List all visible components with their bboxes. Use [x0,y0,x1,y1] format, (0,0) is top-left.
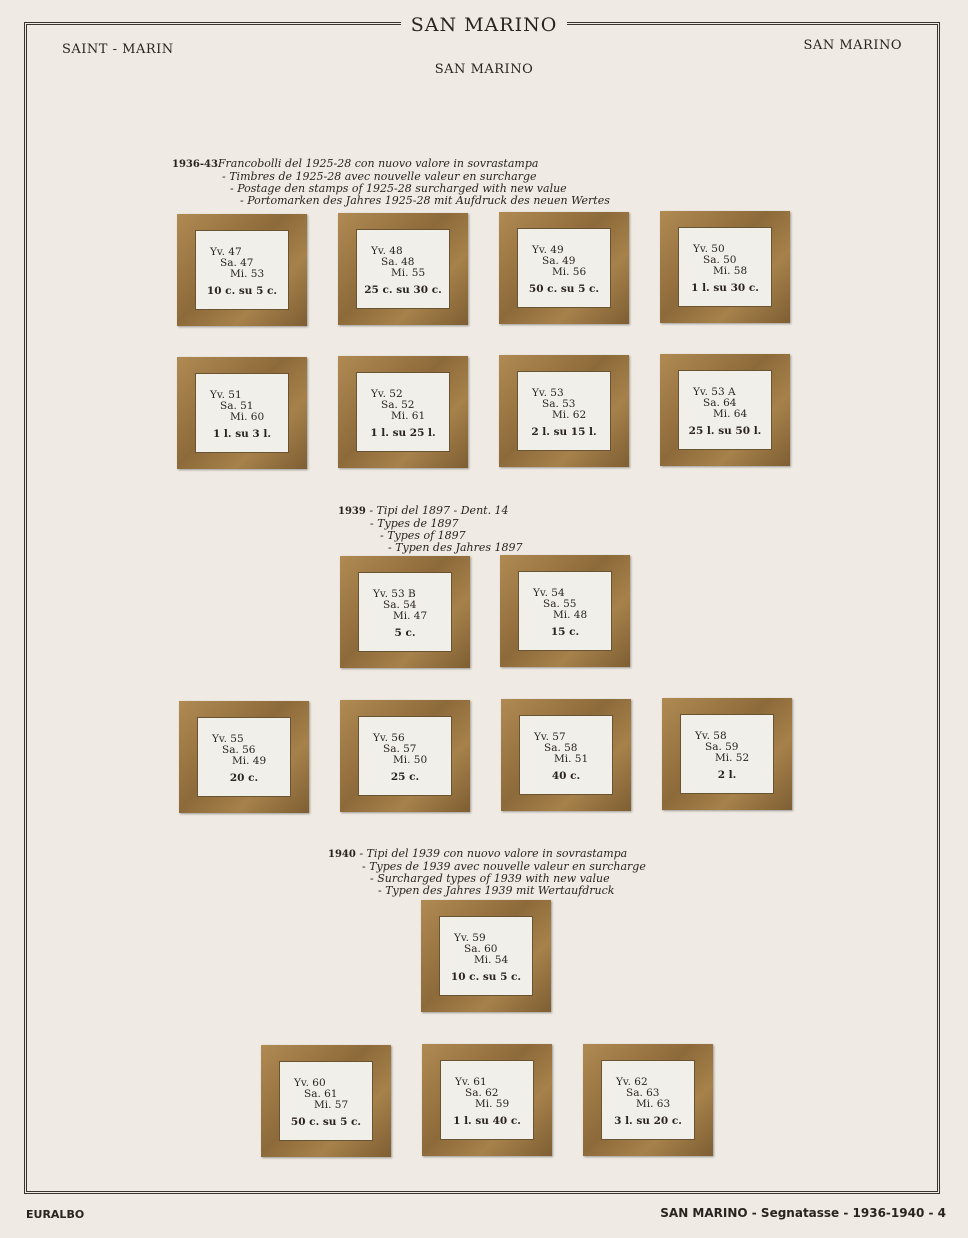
michel-number: Mi. 48 [553,609,588,621]
section-line: - Portomarken des Jahres 1925-28 mit Aufdruck des neuen Wertes [240,194,610,207]
stamp-mount [662,698,792,810]
yvert-number: Yv. 62 [616,1076,648,1088]
stamp-mount [500,555,630,667]
michel-number: Mi. 60 [230,411,265,423]
michel-number: Mi. 51 [554,753,589,765]
stamp-value: 1 l. su 30 c. [691,282,759,294]
stamp-mount [422,1044,552,1156]
michel-number: Mi. 59 [475,1098,510,1110]
stamp-value: 25 l. su 50 l. [688,425,762,437]
michel-number: Mi. 61 [391,410,426,422]
michel-number: Mi. 58 [713,265,748,277]
yvert-number: Yv. 48 [371,245,403,257]
yvert-number: Yv. 51 [210,389,242,401]
sassone-number: Sa. 55 [543,598,577,610]
header-right-label: SAN MARINO [803,38,902,53]
michel-number: Mi. 56 [552,266,587,278]
stamp-value: 50 c. su 5 c. [528,283,600,295]
stamp-mount [340,700,470,812]
sassone-number: Sa. 64 [703,397,737,409]
yvert-number: Yv. 52 [371,388,403,400]
stamp-mount [338,356,468,468]
sassone-number: Sa. 47 [220,257,254,269]
stamp-value: 15 c. [550,626,580,638]
sassone-number: Sa. 59 [705,741,739,753]
page-footer-caption: SAN MARINO - Segnatasse - 1936-1940 - 4 [660,1206,946,1220]
stamp-mount [340,556,470,668]
yvert-number: Yv. 61 [455,1076,487,1088]
sassone-number: Sa. 54 [383,599,417,611]
yvert-number: Yv. 60 [294,1077,326,1089]
section-line: Francobolli del 1925-28 con nuovo valore in sovrastampa [217,157,539,170]
stamp-value: 10 c. su 5 c. [450,971,522,983]
stamp-value: 1 l. su 40 c. [453,1115,521,1127]
sassone-number: Sa. 61 [304,1088,338,1100]
yvert-number: Yv. 54 [533,587,565,599]
yvert-number: Yv. 59 [454,932,486,944]
stamp-value: 2 l. [717,769,737,781]
stamp-value: 20 c. [229,772,259,784]
michel-number: Mi. 55 [391,267,426,279]
sassone-number: Sa. 50 [703,254,737,266]
stamp-mount [261,1045,391,1157]
stamp-mount [499,212,629,324]
page-title: SAN MARINO [0,14,968,36]
sassone-number: Sa. 58 [544,742,578,754]
sassone-number: Sa. 63 [626,1087,660,1099]
stamp-value: 40 c. [551,770,581,782]
section-1940 [328,848,646,897]
michel-number: Mi. 53 [230,268,265,280]
section-line: - Timbres de 1925-28 avec nouvelle valeur en surcharge [222,170,537,183]
michel-number: Mi. 49 [232,755,267,767]
yvert-number: Yv. 58 [695,730,727,742]
section-line: - Tipi del 1939 con nuovo valore in sovrastampa [355,847,628,860]
stamp-mount [501,699,631,811]
sassone-number: Sa. 51 [220,400,254,412]
stamp-value: 1 l. su 25 l. [370,427,436,439]
yvert-number: Yv. 53 A [693,386,736,398]
yvert-number: Yv. 53 B [373,588,416,600]
stamp-value: 50 c. su 5 c. [290,1116,362,1128]
section-line: - Postage den stamps of 1925-28 surcharged with new value [230,182,567,195]
section-year: 1940 [328,849,356,860]
michel-number: Mi. 63 [636,1098,671,1110]
stamp-mount [338,213,468,325]
stamp-mount [660,354,790,466]
sassone-number: Sa. 56 [222,744,256,756]
sassone-number: Sa. 62 [465,1087,499,1099]
michel-number: Mi. 47 [393,610,428,622]
section-1936-43 [172,158,610,207]
michel-number: Mi. 54 [474,954,509,966]
yvert-number: Yv. 56 [373,732,405,744]
stamp-mount [499,355,629,467]
stamp-mount [177,357,307,469]
section-line: - Typen des Jahres 1897 [388,541,523,554]
michel-number: Mi. 50 [393,754,428,766]
sassone-number: Sa. 57 [383,743,417,755]
page-subtitle: SAN MARINO [434,62,534,77]
section-year: 1939 [338,506,366,517]
stamp-mount [583,1044,713,1156]
michel-number: Mi. 52 [715,752,750,764]
stamp-mount [421,900,551,1012]
stamp-mount [660,211,790,323]
stamp-value: 2 l. su 15 l. [531,426,597,438]
stamp-value: 10 c. su 5 c. [206,285,278,297]
section-line: - Surcharged types of 1939 with new value [370,872,610,885]
stamp-mount [179,701,309,813]
sassone-number: Sa. 60 [464,943,498,955]
michel-number: Mi. 57 [314,1099,349,1111]
section-line: - Tipi del 1897 - Dent. 14 [365,504,509,517]
sassone-number: Sa. 52 [381,399,415,411]
section-line: - Types of 1897 [380,529,466,542]
publisher-name: EURALBO [26,1208,85,1221]
michel-number: Mi. 62 [552,409,587,421]
stamp-value: 25 c. su 30 c. [364,284,442,296]
section-year: 1936-43 [172,159,218,170]
stamp-value: 5 c. [394,627,416,639]
michel-number: Mi. 64 [713,408,748,420]
yvert-number: Yv. 55 [212,733,244,745]
sassone-number: Sa. 48 [381,256,415,268]
section-line: - Types de 1939 avec nouvelle valeur en surcharge [362,860,646,873]
sassone-number: Sa. 53 [542,398,576,410]
yvert-number: Yv. 50 [693,243,725,255]
yvert-number: Yv. 47 [210,246,242,258]
stamp-value: 1 l. su 3 l. [212,428,272,440]
section-line: - Types de 1897 [370,517,459,530]
yvert-number: Yv. 49 [532,244,564,256]
yvert-number: Yv. 53 [532,387,564,399]
section-1939 [338,505,523,554]
stamp-value: 25 c. [390,771,420,783]
header-left-label: SAINT - MARIN [62,42,174,57]
section-line: - Typen des Jahres 1939 mit Wertaufdruck [378,884,615,897]
stamp-value: 3 l. su 20 c. [614,1115,682,1127]
stamp-mount [177,214,307,326]
sassone-number: Sa. 49 [542,255,576,267]
yvert-number: Yv. 57 [534,731,566,743]
